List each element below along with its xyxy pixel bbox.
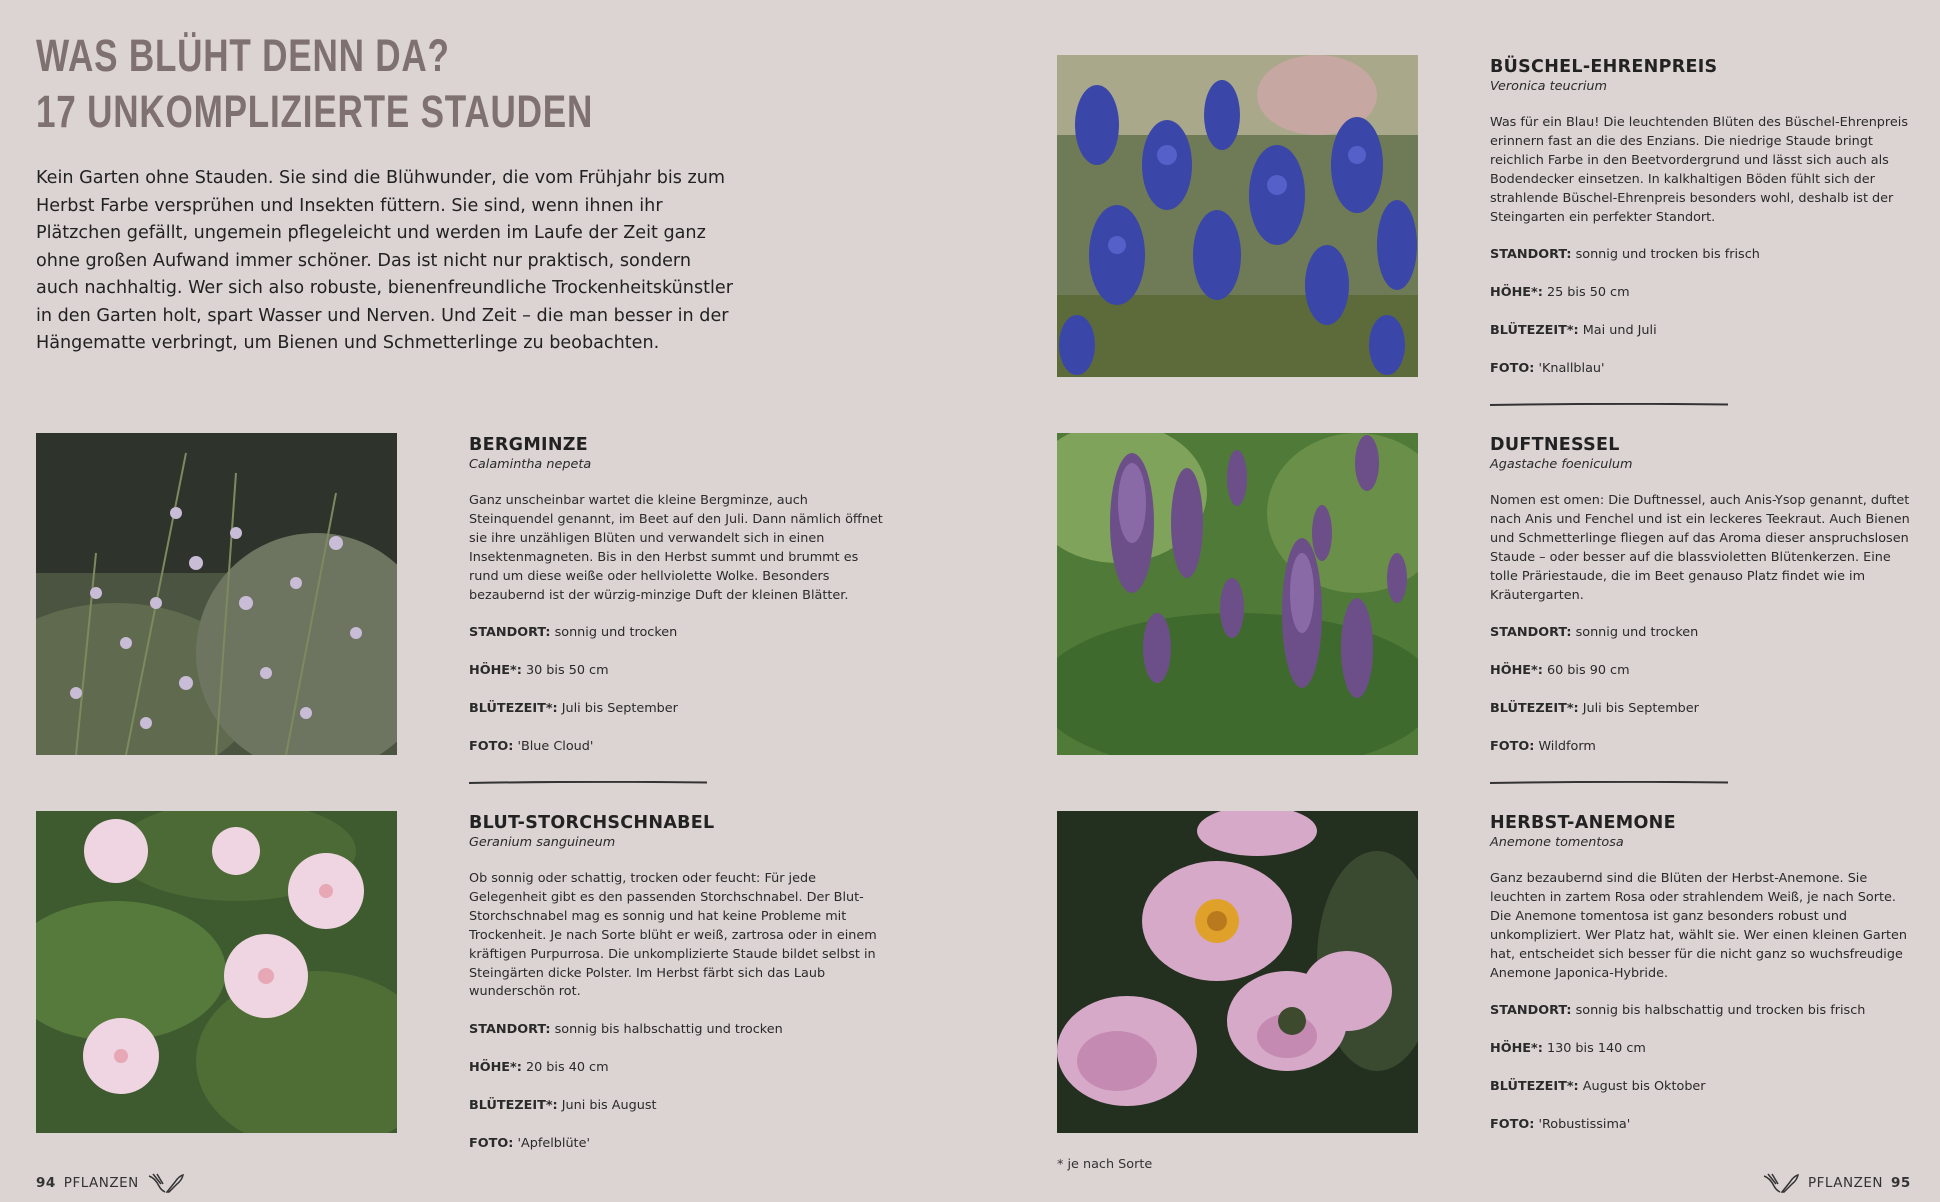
footer-right	[1762, 1172, 1911, 1194]
entry-title: BLUT-STORCHSCHNABEL	[469, 813, 715, 833]
latin-name: Agastache foeniculum	[1490, 457, 1633, 472]
divider	[1490, 403, 1728, 406]
fact-foto: FOTO: 'Robustissima'	[1490, 1117, 1631, 1133]
headline-line-2: 17 UNKOMPLIZIERTE STAUDEN	[36, 86, 594, 137]
fact-hoehe: HÖHE*: 30 bis 50 cm	[469, 663, 609, 679]
footer-left	[36, 1172, 185, 1194]
footnote: * je nach Sorte	[1057, 1157, 1153, 1172]
latin-name: Anemone tomentosa	[1490, 835, 1624, 850]
fact-standort: STANDORT: sonnig und trocken bis frisch	[1490, 247, 1760, 263]
fact-bluetezeit: BLÜTEZEIT*: August bis Oktober	[1490, 1079, 1706, 1095]
entry-storchschnabel	[469, 813, 889, 1173]
trowel-fork-icon	[1762, 1172, 1800, 1194]
description: Was für ein Blau! Die leuchtenden Blüten des Büschel-Ehrenpreis erinnern fast an die des Enzians. Die niedrige Staude bringt reichlich Farbe in den Beetvordergrund und lässt sich auch als Bodendecker einsetzen. In kalkhaltigen Böden fühlt sich der strahlende Büschel-Ehrenpreis besonders wohl, deshalb ist der Steingarten ein perfekter Standort.	[1490, 115, 1909, 225]
fact-foto: FOTO: 'Blue Cloud'	[469, 739, 594, 755]
photo-ehrenpreis	[1057, 55, 1418, 377]
fact-bluetezeit: BLÜTEZEIT*: Juli bis September	[469, 701, 678, 717]
latin-name: Calamintha nepeta	[469, 457, 592, 472]
fact-foto: FOTO: 'Apfelblüte'	[469, 1136, 590, 1152]
intro-paragraph: Kein Garten ohne Stauden. Sie sind die Blühwunder, die vom Frühjahr bis zum Herbst Farbe versprühen und Insekten füttern. Sie sind, wenn ihnen ihr Plätzchen gefällt, ungemein pflegeleicht und werden im Laufe der Zeit ganz ohne großen Aufwand immer schöner. Das ist nicht nur praktisch, sondern auch nachhaltig. Wer sich also robuste, bienenfreundliche Trockenheitskünstler in den Garten holt, spart Wasser und Nerven. Und Zeit – die man besser in der Hängematte verbringt, um Bienen und Schmetterlinge zu beobachten.	[36, 168, 733, 353]
fact-standort: STANDORT: sonnig bis halbschattig und trocken bis frisch	[1490, 1003, 1866, 1019]
entry-title: HERBST-ANEMONE	[1490, 813, 1676, 833]
photo-duftnessel	[1057, 433, 1418, 755]
description: Nomen est omen: Die Duftnessel, auch Anis-Ysop genannt, duftet nach Anis und Fenchel und ist ein leckeres Teekraut. Auch Bienen und Schmetterlinge fliegen auf das Aroma dieser anspruchslosen Staude – oder besser auf die blassvioletten Blütenkerzen. Eine tolle Präriestaude, die im Beet genauso Platz findet wie im Kräutergarten.	[1490, 493, 1910, 603]
description: Ganz unscheinbar wartet die kleine Bergminze, auch Steinquendel genannt, im Beet auf den Juli. Dann nämlich öffnet sie ihre unzähligen Blüten und verwandelt sich in einen Insektenmagneten. Bis in den Herbst summt und brummt es rund um diese weiße oder hellviolette Wolke. Besonders bezaubernd ist der würzig-minzige Duft der kleinen Blätter.	[469, 493, 883, 603]
entry-anemone	[1490, 813, 1910, 1154]
description: Ganz bezaubernd sind die Blüten der Herbst-Anemone. Sie leuchten in zartem Rosa oder strahlendem Weiß, je nach Sorte. Die Anemone tomentosa ist ganz besonders robust und unkompliziert. Wer Platz hat, wählt sie. Wer einen kleinen Garten hat, entscheidet sich besser für die nicht ganz so wuchsfreudige Anemone Japonica-Hybride.	[1490, 871, 1907, 981]
photo-storchschnabel	[36, 811, 397, 1133]
page-number: 94	[36, 1175, 56, 1191]
fact-bluetezeit: BLÜTEZEIT*: Juni bis August	[469, 1098, 657, 1114]
section-label: PFLANZEN	[1808, 1175, 1883, 1191]
page-number: 95	[1890, 1175, 1911, 1191]
fact-hoehe: HÖHE*: 20 bis 40 cm	[469, 1060, 609, 1076]
entry-duftnessel	[1490, 435, 1910, 776]
fact-bluetezeit: BLÜTEZEIT*: Mai und Juli	[1490, 323, 1657, 339]
latin-name: Geranium sanguineum	[469, 835, 616, 850]
fact-standort: STANDORT: sonnig und trocken	[469, 625, 678, 641]
photo-anemone	[1057, 811, 1418, 1133]
fact-standort: STANDORT: sonnig bis halbschattig und trocken	[469, 1022, 783, 1038]
section-label: PFLANZEN	[63, 1175, 139, 1191]
fact-foto: FOTO: Wildform	[1490, 739, 1596, 755]
fact-standort: STANDORT: sonnig und trocken	[1490, 625, 1699, 641]
fact-hoehe: HÖHE*: 25 bis 50 cm	[1490, 285, 1630, 301]
entry-title: DUFTNESSEL	[1490, 435, 1620, 455]
headline	[36, 28, 593, 140]
latin-name: Veronica teucrium	[1490, 79, 1608, 94]
description: Ob sonnig oder schattig, trocken oder feucht: Für jede Gelegenheit gibt es den passenden Storchschnabel. Der Blut-Storchschnabel mag es sonnig und hat keine Probleme mit Trockenheit. Je nach Sorte blüht er weiß, zartrosa oder in einem kräftigen Purpurrosa. Die unkomplizierte Staude bildet selbst in Steingärten dicke Polster. Im Herbst färbt sich das Laub wunderschön rot.	[469, 871, 877, 1000]
fact-bluetezeit: BLÜTEZEIT*: Juli bis September	[1490, 701, 1699, 717]
entry-title: BÜSCHEL-EHRENPREIS	[1490, 57, 1718, 77]
entry-bergminze	[469, 435, 889, 776]
entry-title: BERGMINZE	[469, 435, 589, 455]
fact-foto: FOTO: 'Knallblau'	[1490, 361, 1605, 377]
headline-line-1: WAS BLÜHT DENN DA?	[36, 30, 450, 81]
photo-bergminze	[36, 433, 397, 755]
entry-ehrenpreis	[1490, 57, 1910, 398]
trowel-fork-icon	[147, 1172, 185, 1194]
fact-hoehe: HÖHE*: 60 bis 90 cm	[1490, 663, 1630, 679]
divider	[469, 781, 707, 784]
fact-hoehe: HÖHE*: 130 bis 140 cm	[1490, 1041, 1646, 1057]
divider	[1490, 781, 1728, 784]
